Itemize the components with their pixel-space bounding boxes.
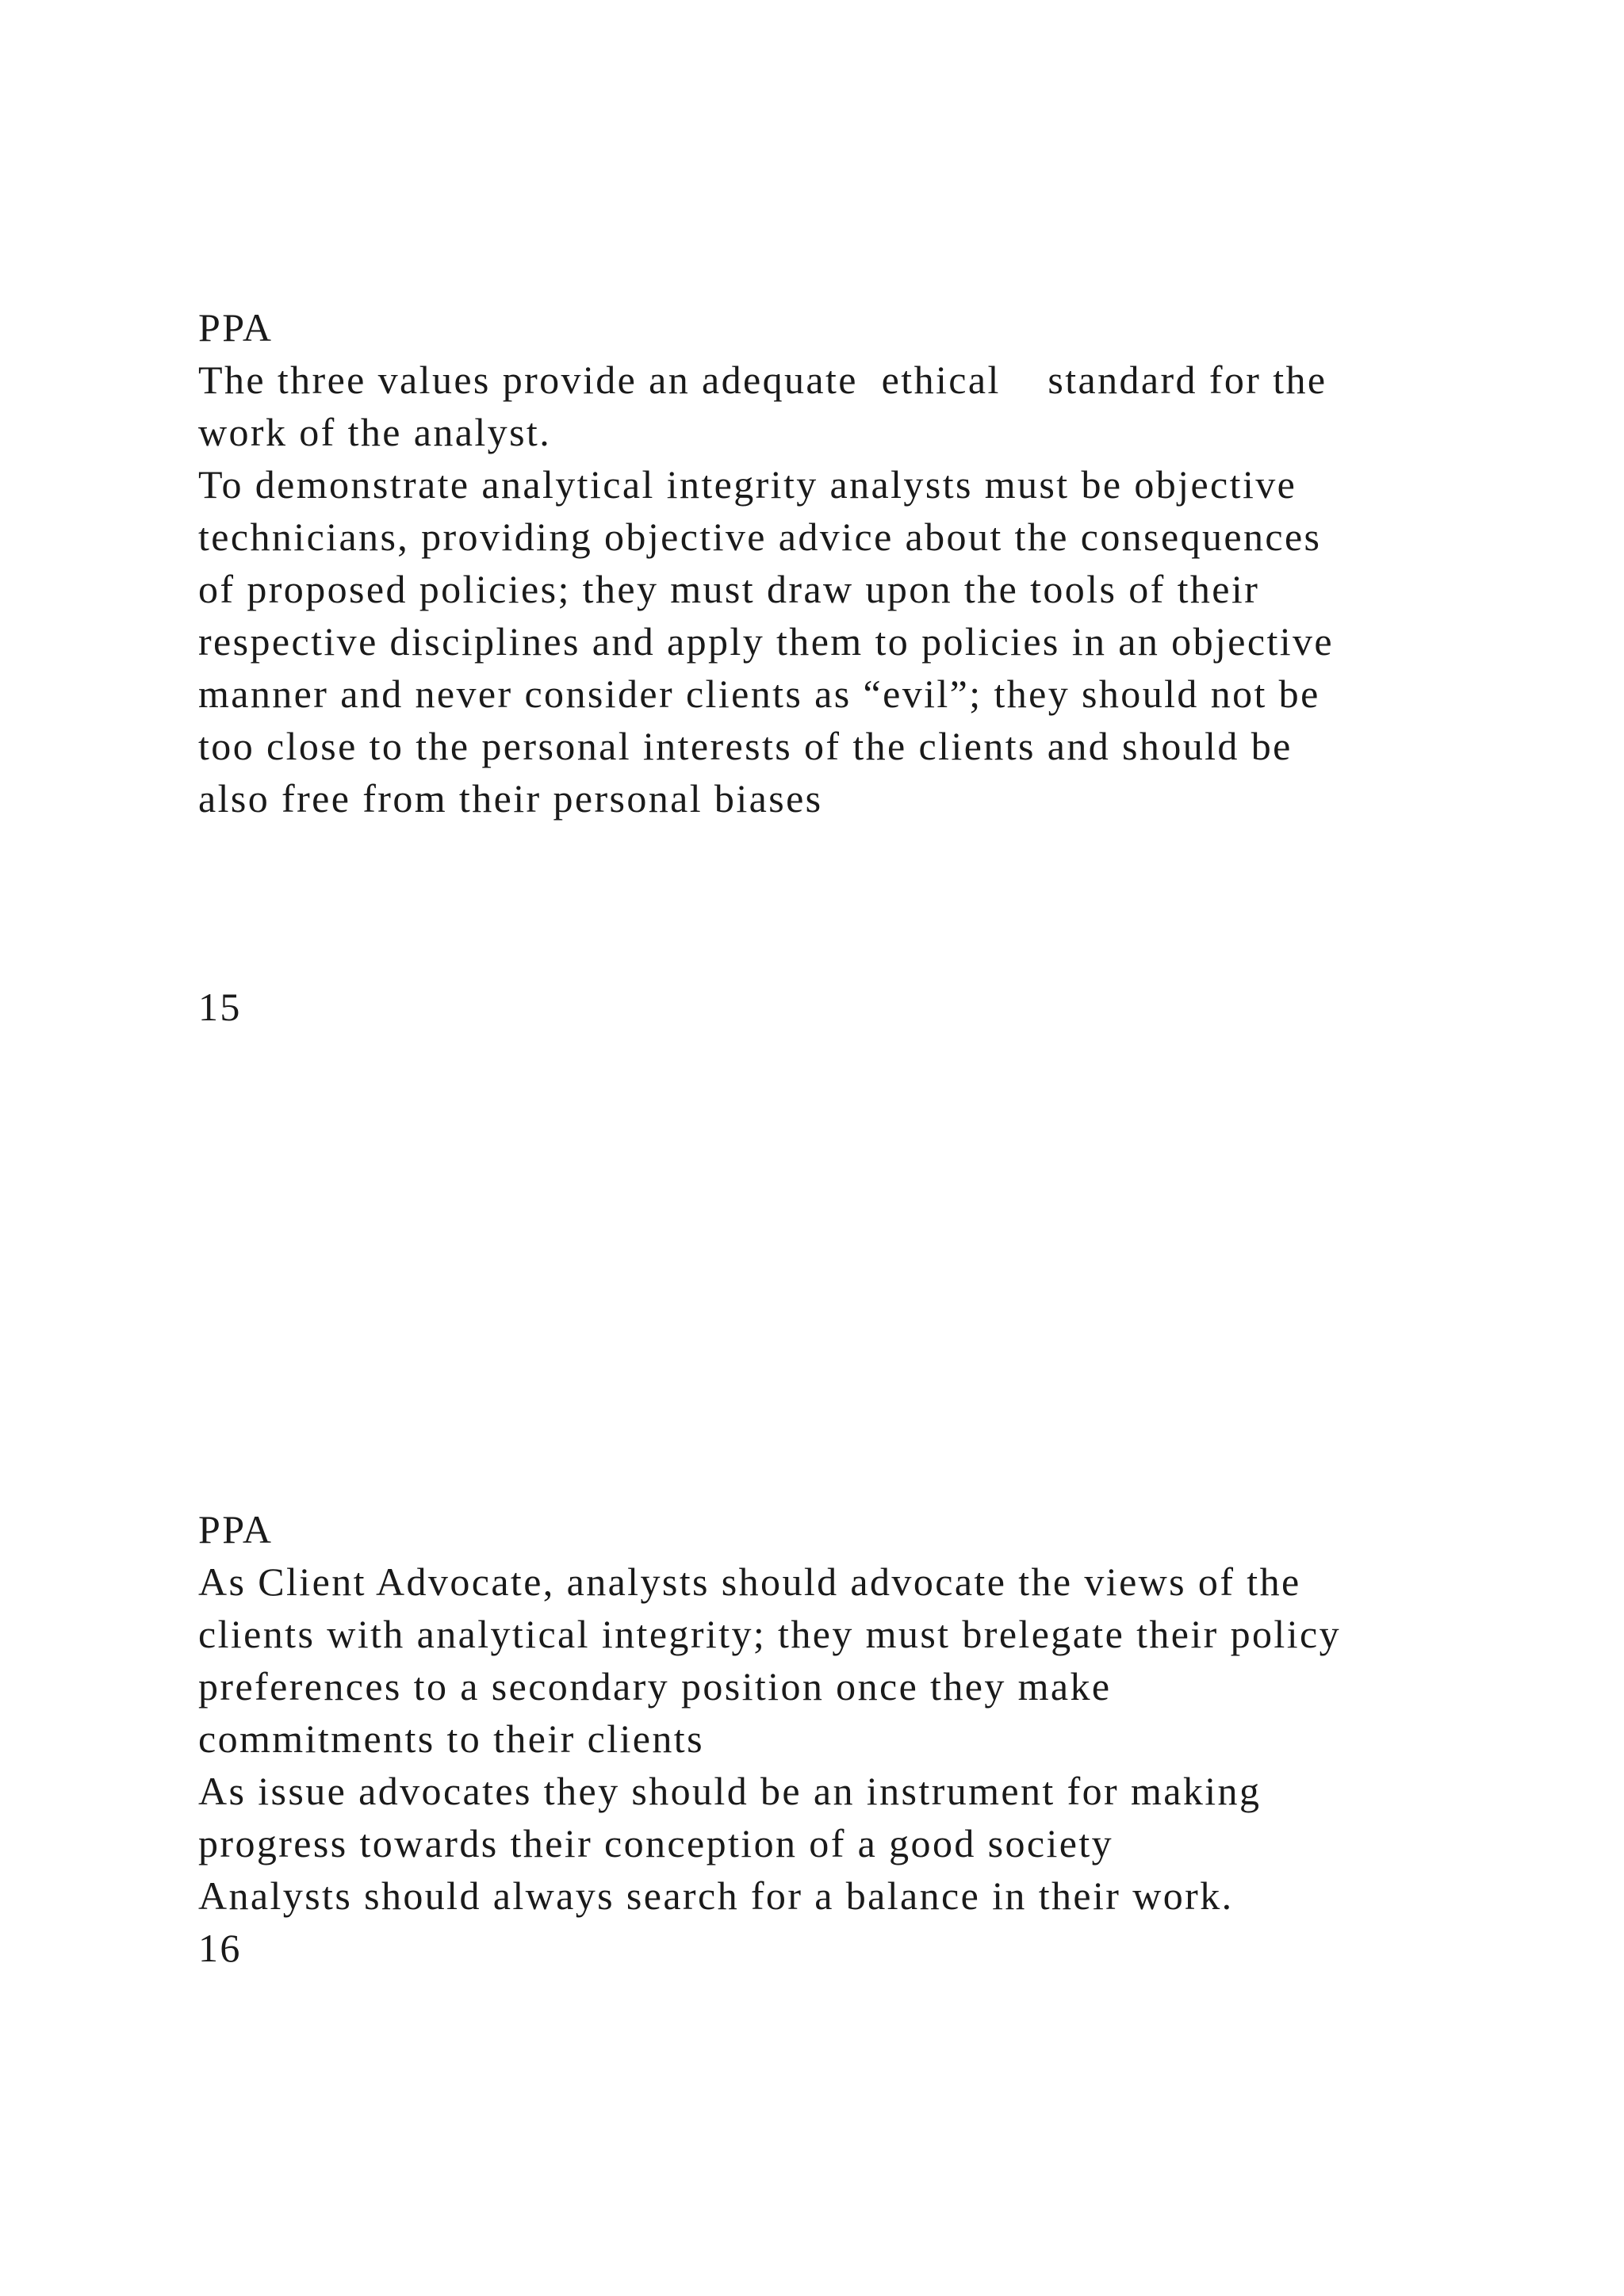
page-number: 15 bbox=[198, 985, 242, 1029]
slide-line: clients with analytical integrity; they must brelegate their policy bbox=[198, 1612, 1341, 1656]
page-number: 16 bbox=[198, 1926, 242, 1970]
slide-line: Analysts should always search for a balance in their work. bbox=[198, 1873, 1234, 1918]
slide-line: respective disciplines and apply them to policies in an objective bbox=[198, 619, 1335, 664]
slide-line: The three values provide an adequate ethical standard for the bbox=[198, 358, 1327, 402]
slide-text-block-16 bbox=[198, 1503, 1562, 1974]
slide-line: technicians, providing objective advice about the consequences bbox=[198, 515, 1322, 559]
slide-heading: PPA bbox=[198, 1507, 274, 1552]
slide-line: of proposed policies; they must draw upon the tools of their bbox=[198, 567, 1260, 611]
slide-line: To demonstrate analytical integrity analysts must be objective bbox=[198, 462, 1297, 507]
slide-line: manner and never consider clients as “evil”; they should not be bbox=[198, 672, 1320, 716]
slide-line: too close to the personal interests of the clients and should be bbox=[198, 724, 1293, 768]
slide-text-block-15 bbox=[198, 301, 1562, 825]
slide-line: work of the analyst. bbox=[198, 410, 552, 454]
slide-heading: PPA bbox=[198, 305, 274, 350]
slide-line: As issue advocates they should be an instrument for making bbox=[198, 1769, 1262, 1813]
slide-line: also free from their personal biases bbox=[198, 776, 823, 821]
slide-line: commitments to their clients bbox=[198, 1716, 704, 1761]
slide-line: preferences to a secondary position once they make bbox=[198, 1664, 1112, 1709]
slide-line: progress towards their conception of a good society bbox=[198, 1821, 1114, 1866]
slide-line: As Client Advocate, analysts should advocate the views of the bbox=[198, 1559, 1301, 1604]
